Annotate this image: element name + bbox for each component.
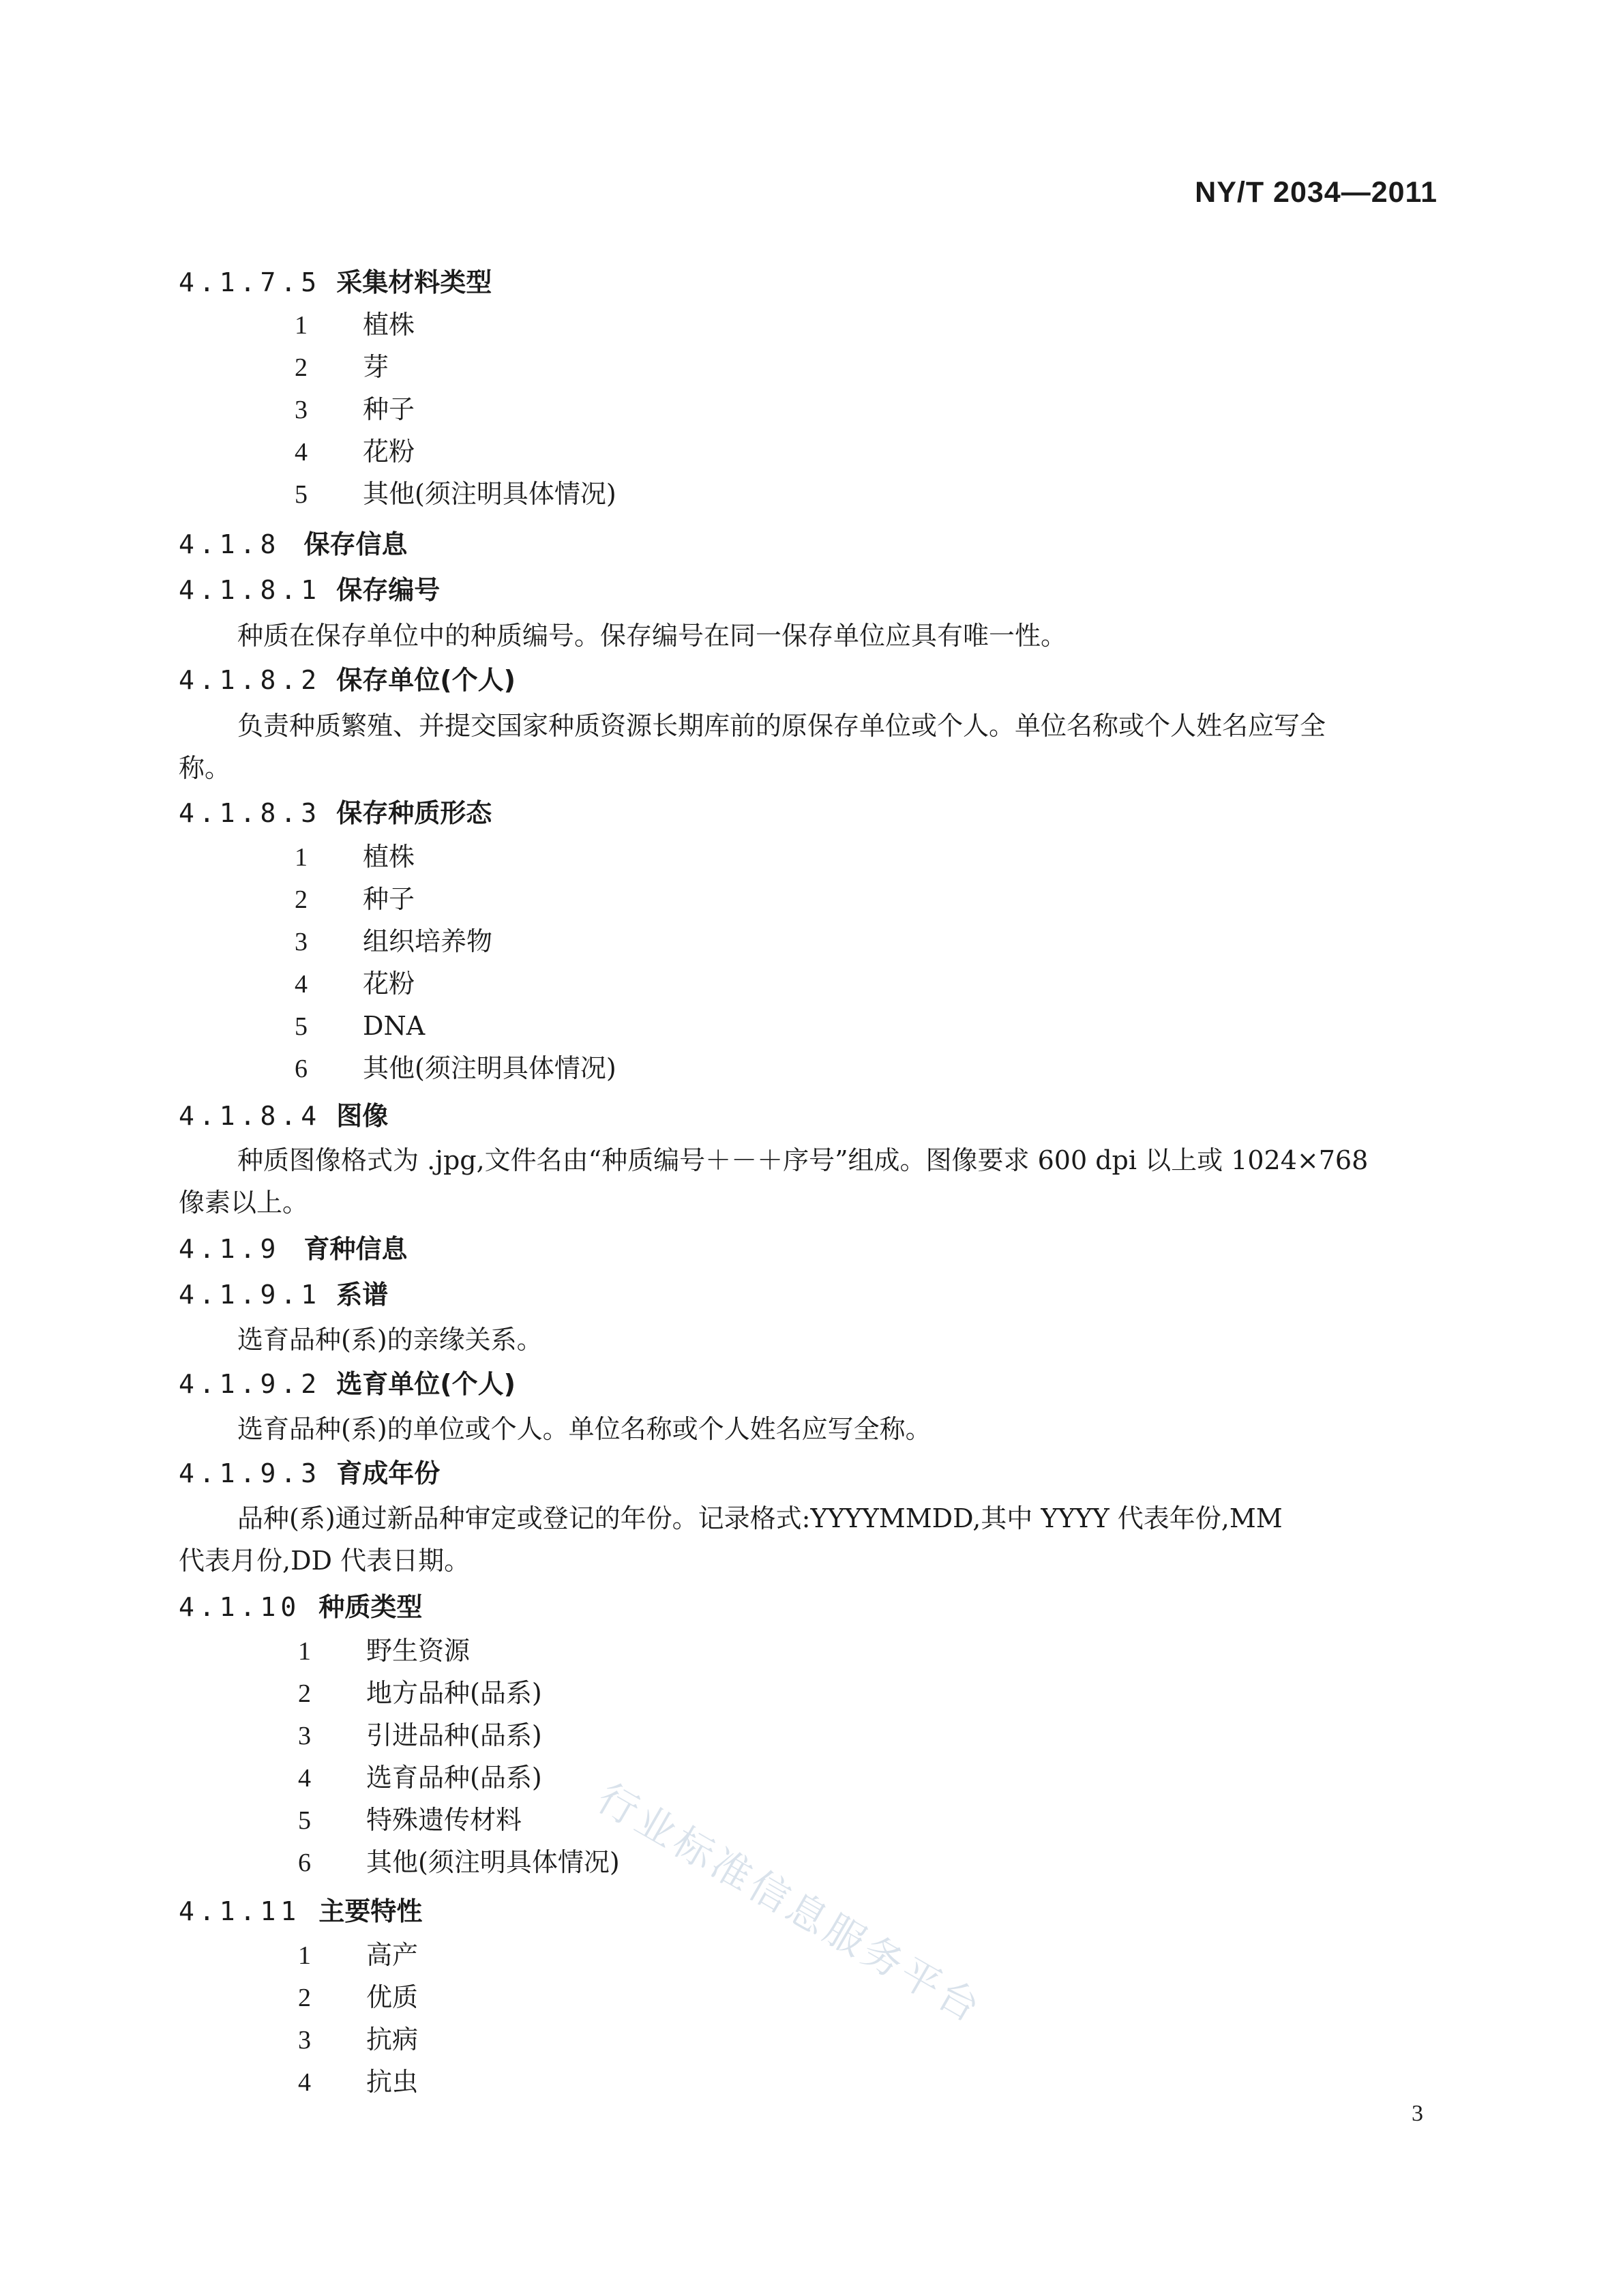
item-number: 2: [295, 885, 308, 914]
list-item: [298, 1807, 522, 1834]
item-number: 1: [295, 311, 308, 340]
section-number: 4.1.8.3: [179, 798, 322, 828]
list-item: [298, 2069, 418, 2095]
item-text: 芽: [363, 352, 389, 382]
item-number: 4: [298, 2068, 311, 2097]
item-number: 3: [295, 928, 308, 956]
list-item: [295, 354, 389, 381]
section-title: 育成年份: [336, 1458, 441, 1488]
item-text: 花粉: [363, 969, 415, 999]
list-item: [298, 2027, 418, 2053]
paragraph: 选育品种(系)的亲缘关系。: [237, 1325, 543, 1355]
item-text: 选育品种(品系): [366, 1763, 542, 1793]
item-number: 5: [295, 1012, 308, 1041]
list-item: [298, 1638, 470, 1664]
page-number: 3: [1412, 2101, 1423, 2126]
standard-code: NY/T 2034—2011: [1195, 176, 1438, 209]
item-text: 引进品种(品系): [366, 1720, 542, 1750]
section-number: 4.1.9.3: [179, 1458, 322, 1488]
list-item: [298, 1722, 542, 1749]
item-number: 4: [295, 970, 308, 999]
section-number: 4.1.9.1: [179, 1280, 322, 1310]
section-number: 4.1.11: [179, 1896, 301, 1926]
item-number: 4: [298, 1764, 311, 1793]
section-heading-4-1-8-3: [179, 800, 492, 826]
paragraph-line: 种质图像格式为 .jpg,文件名由“种质编号＋－＋序号”组成。图像要求 600 dpi 以上或 1024×768: [237, 1145, 1369, 1175]
list-item: [295, 1013, 425, 1040]
item-number: 2: [295, 353, 308, 382]
list-item: [298, 1765, 542, 1791]
list-item: [295, 439, 415, 465]
section-heading-4-1-8-4: [179, 1103, 388, 1129]
section-heading-4-1-11: [179, 1898, 422, 1924]
section-heading-4-1-9-3: [179, 1460, 440, 1486]
item-text: DNA: [363, 1011, 426, 1041]
item-number: 5: [295, 480, 308, 509]
list-item: [298, 1849, 620, 1876]
section-heading-4-1-8-2: [179, 667, 516, 693]
item-text: 地方品种(品系): [366, 1678, 542, 1708]
section-title: 系谱: [336, 1280, 389, 1310]
item-text: 植株: [363, 842, 415, 872]
item-text: 其他(须注明具体情况): [366, 1847, 620, 1877]
item-text: 花粉: [363, 437, 415, 467]
list-item: [295, 481, 616, 507]
item-text: 种子: [363, 884, 415, 914]
section-number: 4.1.9.2: [179, 1369, 322, 1399]
section-title: 种质类型: [318, 1592, 423, 1622]
item-number: 6: [295, 1055, 308, 1083]
list-item: [295, 396, 415, 423]
item-text: 抗虫: [366, 2067, 419, 2097]
section-title: 保存信息: [303, 529, 408, 559]
list-item: [295, 844, 415, 870]
section-title: 保存单位(个人): [336, 665, 516, 695]
item-text: 优质: [366, 1982, 419, 2012]
section-title: 选育单位(个人): [336, 1369, 516, 1399]
section-title: 图像: [336, 1101, 389, 1131]
item-text: 其他(须注明具体情况): [363, 479, 616, 509]
section-title: 主要特性: [318, 1896, 423, 1926]
item-number: 2: [298, 1984, 311, 2012]
section-title: 采集材料类型: [336, 267, 492, 297]
item-number: 4: [295, 438, 308, 467]
item-text: 高产: [366, 1940, 419, 1970]
item-number: 5: [298, 1806, 311, 1835]
list-item: [295, 1055, 616, 1082]
paragraph: 选育品种(系)的单位或个人。单位名称或个人姓名应写全称。: [237, 1414, 932, 1444]
item-number: 3: [295, 396, 308, 424]
section-heading-4-1-7-5: [179, 269, 492, 295]
item-text: 其他(须注明具体情况): [363, 1053, 616, 1083]
item-text: 抗病: [366, 2025, 419, 2055]
section-heading-4-1-9: [179, 1236, 408, 1262]
item-number: 3: [298, 2026, 311, 2055]
section-number: 4.1.8: [179, 529, 281, 559]
list-item: [295, 312, 415, 338]
section-number: 4.1.8.1: [179, 575, 322, 605]
paragraph-line: 称。: [179, 753, 231, 783]
list-item: [295, 928, 492, 955]
item-text: 植株: [363, 310, 415, 340]
section-title: 保存种质形态: [336, 798, 492, 828]
item-text: 野生资源: [366, 1636, 471, 1666]
list-item: [298, 1984, 418, 2011]
section-heading-4-1-9-1: [179, 1282, 388, 1308]
paragraph-line: 代表月份,DD 代表日期。: [179, 1546, 471, 1576]
section-number: 4.1.8.4: [179, 1101, 322, 1131]
section-heading-4-1-9-2: [179, 1371, 516, 1397]
section-number: 4.1.7.5: [179, 267, 322, 297]
paragraph-line: 负责种质繁殖、并提交国家种质资源长期库前的原保存单位或个人。单位名称或个人姓名应写全: [237, 711, 1326, 741]
list-item: [298, 1680, 542, 1707]
item-text: 种子: [363, 394, 415, 424]
section-heading-4-1-8: [179, 531, 408, 557]
section-heading-4-1-8-1: [179, 577, 440, 603]
item-text: 组织培养物: [363, 926, 493, 956]
item-number: 6: [298, 1849, 311, 1877]
section-title: 育种信息: [303, 1234, 408, 1264]
section-heading-4-1-10: [179, 1594, 422, 1620]
section-number: 4.1.9: [179, 1234, 281, 1264]
item-number: 1: [298, 1637, 311, 1666]
paragraph-line: 像素以上。: [179, 1188, 309, 1218]
section-title: 保存编号: [336, 575, 441, 605]
section-number: 4.1.8.2: [179, 665, 322, 695]
paragraph: 种质在保存单位中的种质编号。保存编号在同一保存单位应具有唯一性。: [237, 621, 1067, 651]
list-item: [298, 1942, 418, 1969]
item-number: 1: [295, 843, 308, 872]
section-number: 4.1.10: [179, 1592, 301, 1622]
paragraph-line: 品种(系)通过新品种审定或登记的年份。记录格式:YYYYMMDD,其中 YYYY 代表年份,MM: [237, 1503, 1283, 1533]
item-number: 3: [298, 1722, 311, 1750]
list-item: [295, 886, 415, 913]
item-number: 2: [298, 1679, 311, 1708]
item-text: 特殊遗传材料: [366, 1805, 522, 1835]
watermark: 行业标准信息服务平台: [589, 1774, 991, 2033]
item-number: 1: [298, 1941, 311, 1970]
list-item: [295, 971, 415, 997]
